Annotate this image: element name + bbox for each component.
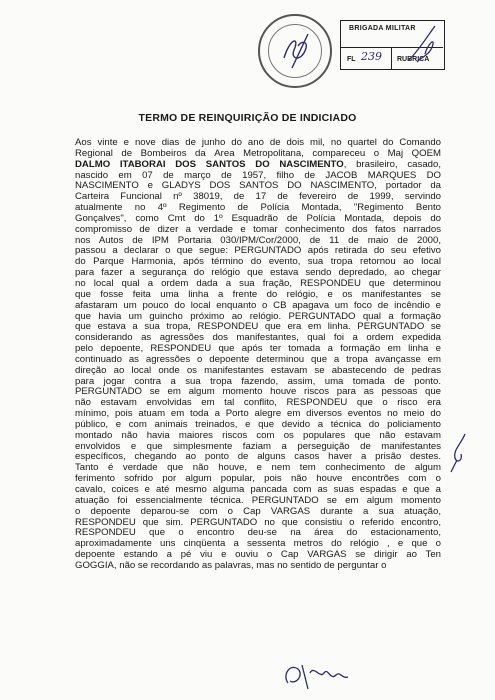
document-line: nos Autos de IPM Portaria 030/IPM/Cor/2000, de 11 de maio de 2000,	[75, 235, 441, 246]
deponent-name: DALMO ITABORAÍ DOS SANTOS DO NASCIMENTO	[75, 159, 344, 170]
document-line: nascido em 07 de março de 1957, filho de JACOB MARQUES DO	[75, 170, 441, 181]
document-line: Tanto é verdade que não houve, e nem tem conhecimento de algum	[75, 463, 441, 474]
document-line: para fazer a segurança do relógio que estava sendo depredado, ao chegar	[75, 268, 441, 279]
document-line: GOGGIA, não se recordando as palavras, mas no sentido de perguntar o	[75, 560, 387, 571]
document-line: específicos, chegando ao ponto de alguns casos haver a prisão destes.	[75, 452, 441, 463]
document-line: passou a declarar o que segue: PERGUNTADO após retirada do seu efetivo	[75, 246, 441, 257]
document-line: para jogar contra a sua tropa fazendo, assim, uma tomada de ponto.	[75, 376, 441, 387]
document-line: DALMO ITABORAÍ DOS SANTOS DO NASCIMENTO, brasileiro, casado,	[75, 159, 441, 170]
document-line: envolvidos e que simplesmente faziam a perseguição de manifestantes	[75, 441, 441, 452]
document-line: afastaram um pouco do local enquanto o CB apagava um foco de incêndio e	[75, 300, 441, 311]
document-line: ferimento sofrido por algum popular, pois não houve encontrões com o	[75, 474, 441, 485]
bottom-signature	[278, 655, 358, 695]
document-line: NASCIMENTO e GLADYS DOS SANTOS DO NASCIMENTO, portador da	[75, 181, 441, 192]
document-line: Aos vinte e nove dias de junho do ano de dois mil, no quartel do Comando	[75, 138, 441, 148]
document-line: continuado as agressões o depoente determinou que a tropa avançasse em	[75, 354, 441, 365]
seal-signature-scribble	[272, 28, 322, 73]
margin-initials	[447, 430, 471, 476]
document-title: TERMO DE REINQUIRIÇÃO DE INDICIADO	[138, 112, 357, 124]
document-line: compromisso de dizer a verdade e tomar conhecimento dos fatos narrados	[75, 224, 441, 235]
document-line: público, e com animais treinados, e que devido a técnica do policiamento	[75, 419, 441, 430]
document-line: atuação foi essencialmente técnica. PERGUNTADO se em algum momento	[75, 495, 441, 506]
document-line: o depoente deparou-se com o Cap VARGAS durante a sua atuação,	[75, 506, 441, 517]
document-body	[75, 138, 441, 572]
document-line: depoente estando a pé viu e ouviu o Cap VARGAS se dirigir ao Ten	[75, 550, 441, 561]
document-line: atualmente no 4º Regimento de Polícia Montada, "Regimento Bento	[75, 203, 441, 214]
document-line: que havia um guincho próximo ao relógio. PERGUNTADO qual a formação	[75, 311, 441, 322]
stamp-page-number: 239	[361, 50, 382, 63]
stamp-vertical-divider	[391, 47, 392, 69]
stamp-rubrica-signature	[403, 20, 443, 70]
document-line: Carteira Funcional nº 38019, de 17 de fevereiro de 1999, servindo	[75, 192, 441, 203]
stamp-fl-label: FL	[347, 56, 356, 63]
document-line: cavalo, coices e até mesmo alguma pancada com as suas espadas e que a	[75, 485, 441, 495]
document-line: PERGUNTADO se em algum momento houve riscos para as pessoas que	[75, 387, 441, 398]
document-line: no local qual a ordem dada a sua fração, RESPONDEU que determinou	[75, 278, 441, 289]
document-line: montado não havia maiores riscos com os populares que não estavam	[75, 430, 441, 441]
document-line: pelo depoente, RESPONDEU que após ter tomada a formação em linha e	[75, 344, 441, 355]
document-line: direção ao local onde os manifestantes estavam se abastecendo de pedras	[75, 365, 441, 376]
document-line: do Parque Harmonia, após término do evento, sua tropa retornou ao local	[75, 257, 441, 268]
document-line: não estavam envolvidas em tal conflito, RESPONDEU que o risco era	[75, 398, 441, 409]
document-line: que fosse feita uma linha a frente do relógio, e os manifestantes se	[75, 289, 441, 300]
document-line: que estava a sua tropa, RESPONDEU que era em linha. PERGUNTADO se	[75, 322, 441, 333]
document-line: considerando as agressões dos manifestantes, qual foi a ordem expedida	[75, 333, 441, 344]
document-line: Regional de Bombeiros da Área Metropolitana, compareceu o Maj QOEM	[75, 148, 441, 159]
stamp-title: BRIGADA MILITAR	[349, 25, 416, 32]
stamp-rubrica-label: RUBRICA	[397, 56, 430, 63]
document-line: aproximadamente uns cinqüenta a sessenta metros do relógio , e que o	[75, 539, 441, 550]
document-line: RESPONDEU que o encontro deu-se na área do estacionamento,	[75, 528, 441, 539]
document-line: RESPONDEU que sim. PERGUNTADO no que consistiu o referido encontro,	[75, 517, 441, 528]
document-line: Gonçalves", como Cmt do 1º Esquadrão de Polícia Montada, depois do	[75, 213, 441, 224]
document-line: mínimo, pois atuam em toda a Porto alegre em diversos eventos no meio do	[75, 409, 441, 420]
